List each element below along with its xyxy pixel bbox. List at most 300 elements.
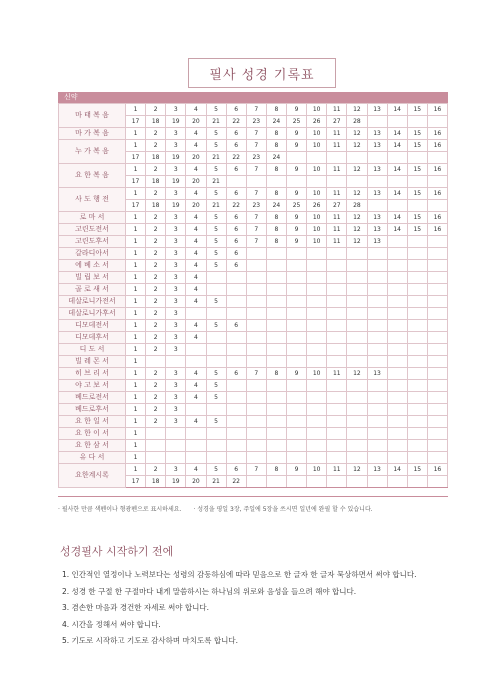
chapter-cell[interactable]: 26 [307, 200, 327, 212]
chapter-cell[interactable] [407, 320, 427, 332]
chapter-cell[interactable] [146, 356, 166, 368]
chapter-cell[interactable]: 3 [166, 332, 186, 344]
chapter-cell[interactable] [287, 440, 307, 452]
chapter-cell[interactable]: 1 [126, 380, 146, 392]
chapter-cell[interactable] [387, 320, 407, 332]
chapter-cell[interactable] [287, 428, 307, 440]
chapter-cell[interactable] [427, 272, 447, 284]
chapter-cell[interactable] [287, 152, 307, 164]
chapter-cell[interactable]: 3 [166, 320, 186, 332]
chapter-cell[interactable]: 3 [166, 224, 186, 236]
chapter-cell[interactable] [246, 332, 266, 344]
chapter-cell[interactable]: 12 [347, 164, 367, 176]
chapter-cell[interactable] [206, 356, 226, 368]
chapter-cell[interactable]: 16 [427, 140, 447, 152]
chapter-cell[interactable]: 2 [146, 224, 166, 236]
chapter-cell[interactable] [387, 284, 407, 296]
chapter-cell[interactable]: 1 [126, 224, 146, 236]
chapter-cell[interactable] [347, 176, 367, 188]
chapter-cell[interactable] [246, 320, 266, 332]
chapter-cell[interactable]: 19 [166, 116, 186, 128]
chapter-cell[interactable] [407, 236, 427, 248]
chapter-cell[interactable] [407, 440, 427, 452]
chapter-cell[interactable]: 4 [186, 188, 206, 200]
chapter-cell[interactable]: 1 [126, 296, 146, 308]
chapter-cell[interactable]: 6 [226, 248, 246, 260]
chapter-cell[interactable] [307, 320, 327, 332]
chapter-cell[interactable]: 3 [166, 236, 186, 248]
chapter-cell[interactable]: 3 [166, 380, 186, 392]
chapter-cell[interactable]: 1 [126, 416, 146, 428]
chapter-cell[interactable]: 2 [146, 416, 166, 428]
chapter-cell[interactable] [226, 380, 246, 392]
chapter-cell[interactable] [287, 284, 307, 296]
chapter-cell[interactable]: 6 [226, 464, 246, 476]
chapter-cell[interactable] [287, 248, 307, 260]
chapter-cell[interactable] [226, 416, 246, 428]
chapter-cell[interactable]: 8 [266, 188, 286, 200]
chapter-cell[interactable] [246, 176, 266, 188]
chapter-cell[interactable] [367, 356, 387, 368]
chapter-cell[interactable] [327, 260, 347, 272]
chapter-cell[interactable] [387, 332, 407, 344]
chapter-cell[interactable] [427, 200, 447, 212]
chapter-cell[interactable]: 15 [407, 464, 427, 476]
chapter-cell[interactable] [407, 476, 427, 488]
chapter-cell[interactable]: 1 [126, 272, 146, 284]
chapter-cell[interactable] [246, 296, 266, 308]
chapter-cell[interactable]: 22 [226, 152, 246, 164]
chapter-cell[interactable] [427, 452, 447, 464]
chapter-cell[interactable]: 15 [407, 224, 427, 236]
chapter-cell[interactable] [186, 452, 206, 464]
chapter-cell[interactable] [226, 296, 246, 308]
chapter-cell[interactable]: 3 [166, 392, 186, 404]
chapter-cell[interactable] [387, 248, 407, 260]
chapter-cell[interactable] [186, 308, 206, 320]
chapter-cell[interactable] [367, 452, 387, 464]
chapter-cell[interactable]: 1 [126, 332, 146, 344]
chapter-cell[interactable] [387, 296, 407, 308]
chapter-cell[interactable] [427, 344, 447, 356]
chapter-cell[interactable]: 4 [186, 368, 206, 380]
chapter-cell[interactable]: 1 [126, 428, 146, 440]
chapter-cell[interactable] [307, 152, 327, 164]
chapter-cell[interactable] [387, 200, 407, 212]
chapter-cell[interactable]: 19 [166, 476, 186, 488]
chapter-cell[interactable] [367, 380, 387, 392]
chapter-cell[interactable]: 4 [186, 104, 206, 116]
chapter-cell[interactable] [246, 284, 266, 296]
chapter-cell[interactable]: 16 [427, 212, 447, 224]
chapter-cell[interactable]: 5 [206, 188, 226, 200]
chapter-cell[interactable] [266, 392, 286, 404]
chapter-cell[interactable] [347, 356, 367, 368]
chapter-cell[interactable]: 10 [307, 212, 327, 224]
chapter-cell[interactable] [307, 260, 327, 272]
chapter-cell[interactable] [246, 308, 266, 320]
chapter-cell[interactable] [427, 152, 447, 164]
chapter-cell[interactable] [327, 272, 347, 284]
chapter-cell[interactable]: 1 [126, 368, 146, 380]
chapter-cell[interactable] [427, 260, 447, 272]
chapter-cell[interactable]: 22 [226, 476, 246, 488]
chapter-cell[interactable] [266, 248, 286, 260]
chapter-cell[interactable] [427, 428, 447, 440]
chapter-cell[interactable] [266, 176, 286, 188]
chapter-cell[interactable]: 9 [287, 188, 307, 200]
chapter-cell[interactable] [327, 440, 347, 452]
chapter-cell[interactable]: 6 [226, 164, 246, 176]
chapter-cell[interactable] [287, 380, 307, 392]
chapter-cell[interactable]: 7 [246, 368, 266, 380]
chapter-cell[interactable] [347, 152, 367, 164]
chapter-cell[interactable]: 3 [166, 104, 186, 116]
chapter-cell[interactable] [246, 356, 266, 368]
chapter-cell[interactable]: 10 [307, 224, 327, 236]
chapter-cell[interactable]: 15 [407, 128, 427, 140]
chapter-cell[interactable] [367, 392, 387, 404]
chapter-cell[interactable]: 4 [186, 212, 206, 224]
chapter-cell[interactable] [387, 116, 407, 128]
chapter-cell[interactable] [347, 320, 367, 332]
chapter-cell[interactable]: 6 [226, 140, 246, 152]
chapter-cell[interactable]: 2 [146, 128, 166, 140]
chapter-cell[interactable]: 16 [427, 188, 447, 200]
chapter-cell[interactable]: 5 [206, 128, 226, 140]
chapter-cell[interactable] [347, 404, 367, 416]
chapter-cell[interactable]: 3 [166, 272, 186, 284]
chapter-cell[interactable]: 21 [206, 116, 226, 128]
chapter-cell[interactable] [407, 356, 427, 368]
chapter-cell[interactable] [427, 404, 447, 416]
chapter-cell[interactable]: 6 [226, 236, 246, 248]
chapter-cell[interactable] [347, 476, 367, 488]
chapter-cell[interactable] [367, 308, 387, 320]
chapter-cell[interactable] [287, 392, 307, 404]
chapter-cell[interactable]: 13 [367, 236, 387, 248]
chapter-cell[interactable]: 9 [287, 368, 307, 380]
chapter-cell[interactable] [226, 344, 246, 356]
chapter-cell[interactable]: 4 [186, 260, 206, 272]
chapter-cell[interactable] [246, 440, 266, 452]
chapter-cell[interactable] [166, 356, 186, 368]
chapter-cell[interactable]: 1 [126, 212, 146, 224]
chapter-cell[interactable]: 14 [387, 212, 407, 224]
chapter-cell[interactable]: 10 [307, 236, 327, 248]
chapter-cell[interactable] [287, 260, 307, 272]
chapter-cell[interactable] [327, 416, 347, 428]
chapter-cell[interactable]: 4 [186, 248, 206, 260]
chapter-cell[interactable]: 5 [206, 248, 226, 260]
chapter-cell[interactable]: 13 [367, 464, 387, 476]
chapter-cell[interactable]: 17 [126, 152, 146, 164]
chapter-cell[interactable]: 26 [307, 116, 327, 128]
chapter-cell[interactable]: 1 [126, 440, 146, 452]
chapter-cell[interactable]: 12 [347, 368, 367, 380]
chapter-cell[interactable]: 3 [166, 260, 186, 272]
chapter-cell[interactable] [226, 428, 246, 440]
chapter-cell[interactable]: 16 [427, 464, 447, 476]
chapter-cell[interactable] [287, 416, 307, 428]
chapter-cell[interactable] [407, 152, 427, 164]
chapter-cell[interactable] [427, 308, 447, 320]
chapter-cell[interactable]: 1 [126, 284, 146, 296]
chapter-cell[interactable] [287, 332, 307, 344]
chapter-cell[interactable]: 4 [186, 320, 206, 332]
chapter-cell[interactable]: 14 [387, 164, 407, 176]
chapter-cell[interactable] [307, 440, 327, 452]
chapter-cell[interactable]: 1 [126, 140, 146, 152]
chapter-cell[interactable]: 11 [327, 212, 347, 224]
chapter-cell[interactable]: 1 [126, 248, 146, 260]
chapter-cell[interactable]: 13 [367, 104, 387, 116]
chapter-cell[interactable] [327, 320, 347, 332]
chapter-cell[interactable] [427, 356, 447, 368]
chapter-cell[interactable]: 4 [186, 236, 206, 248]
chapter-cell[interactable]: 1 [126, 320, 146, 332]
chapter-cell[interactable] [327, 176, 347, 188]
chapter-cell[interactable]: 10 [307, 140, 327, 152]
chapter-cell[interactable] [206, 332, 226, 344]
chapter-cell[interactable] [307, 452, 327, 464]
chapter-cell[interactable]: 18 [146, 176, 166, 188]
chapter-cell[interactable]: 7 [246, 104, 266, 116]
chapter-cell[interactable] [367, 320, 387, 332]
chapter-cell[interactable]: 12 [347, 212, 367, 224]
chapter-cell[interactable]: 5 [206, 212, 226, 224]
chapter-cell[interactable]: 9 [287, 236, 307, 248]
chapter-cell[interactable]: 9 [287, 104, 307, 116]
chapter-cell[interactable]: 1 [126, 164, 146, 176]
chapter-cell[interactable]: 5 [206, 464, 226, 476]
chapter-cell[interactable]: 5 [206, 380, 226, 392]
chapter-cell[interactable]: 8 [266, 224, 286, 236]
chapter-cell[interactable] [327, 428, 347, 440]
chapter-cell[interactable]: 4 [186, 392, 206, 404]
chapter-cell[interactable] [407, 368, 427, 380]
chapter-cell[interactable] [367, 296, 387, 308]
chapter-cell[interactable] [206, 404, 226, 416]
chapter-cell[interactable] [287, 296, 307, 308]
chapter-cell[interactable]: 20 [186, 476, 206, 488]
chapter-cell[interactable]: 16 [427, 128, 447, 140]
chapter-cell[interactable] [407, 428, 427, 440]
chapter-cell[interactable]: 5 [206, 368, 226, 380]
chapter-cell[interactable] [347, 296, 367, 308]
chapter-cell[interactable] [427, 440, 447, 452]
chapter-cell[interactable]: 14 [387, 140, 407, 152]
chapter-cell[interactable]: 4 [186, 164, 206, 176]
chapter-cell[interactable] [246, 380, 266, 392]
chapter-cell[interactable] [327, 296, 347, 308]
chapter-cell[interactable]: 3 [166, 296, 186, 308]
chapter-cell[interactable] [387, 176, 407, 188]
chapter-cell[interactable] [287, 320, 307, 332]
chapter-cell[interactable]: 2 [146, 212, 166, 224]
chapter-cell[interactable] [367, 416, 387, 428]
chapter-cell[interactable]: 1 [126, 344, 146, 356]
chapter-cell[interactable] [387, 416, 407, 428]
chapter-cell[interactable]: 15 [407, 140, 427, 152]
chapter-cell[interactable] [327, 248, 347, 260]
chapter-cell[interactable] [407, 332, 427, 344]
chapter-cell[interactable]: 2 [146, 320, 166, 332]
chapter-cell[interactable] [206, 272, 226, 284]
chapter-cell[interactable]: 5 [206, 236, 226, 248]
chapter-cell[interactable] [347, 428, 367, 440]
chapter-cell[interactable] [347, 344, 367, 356]
chapter-cell[interactable]: 9 [287, 140, 307, 152]
chapter-cell[interactable]: 2 [146, 344, 166, 356]
chapter-cell[interactable]: 12 [347, 188, 367, 200]
chapter-cell[interactable] [206, 308, 226, 320]
chapter-cell[interactable] [246, 260, 266, 272]
chapter-cell[interactable]: 28 [347, 200, 367, 212]
chapter-cell[interactable]: 4 [186, 380, 206, 392]
chapter-cell[interactable] [407, 116, 427, 128]
chapter-cell[interactable]: 20 [186, 176, 206, 188]
chapter-cell[interactable]: 5 [206, 320, 226, 332]
chapter-cell[interactable] [146, 428, 166, 440]
chapter-cell[interactable] [287, 356, 307, 368]
chapter-cell[interactable] [367, 440, 387, 452]
chapter-cell[interactable] [407, 308, 427, 320]
chapter-cell[interactable]: 3 [166, 140, 186, 152]
chapter-cell[interactable]: 14 [387, 224, 407, 236]
chapter-cell[interactable] [206, 452, 226, 464]
chapter-cell[interactable]: 1 [126, 308, 146, 320]
chapter-cell[interactable]: 18 [146, 476, 166, 488]
chapter-cell[interactable] [206, 344, 226, 356]
chapter-cell[interactable]: 6 [226, 224, 246, 236]
chapter-cell[interactable]: 19 [166, 176, 186, 188]
chapter-cell[interactable] [327, 284, 347, 296]
chapter-cell[interactable]: 6 [226, 212, 246, 224]
chapter-cell[interactable]: 8 [266, 128, 286, 140]
chapter-cell[interactable]: 18 [146, 200, 166, 212]
chapter-cell[interactable] [407, 392, 427, 404]
chapter-cell[interactable] [367, 260, 387, 272]
chapter-cell[interactable]: 15 [407, 212, 427, 224]
chapter-cell[interactable]: 15 [407, 164, 427, 176]
chapter-cell[interactable]: 15 [407, 188, 427, 200]
chapter-cell[interactable] [347, 308, 367, 320]
chapter-cell[interactable] [226, 392, 246, 404]
chapter-cell[interactable]: 1 [126, 356, 146, 368]
chapter-cell[interactable] [287, 476, 307, 488]
chapter-cell[interactable] [407, 452, 427, 464]
chapter-cell[interactable]: 8 [266, 464, 286, 476]
chapter-cell[interactable]: 11 [327, 224, 347, 236]
chapter-cell[interactable] [307, 248, 327, 260]
chapter-cell[interactable] [327, 392, 347, 404]
chapter-cell[interactable] [387, 260, 407, 272]
chapter-cell[interactable]: 2 [146, 284, 166, 296]
chapter-cell[interactable]: 3 [166, 416, 186, 428]
chapter-cell[interactable]: 8 [266, 212, 286, 224]
chapter-cell[interactable]: 8 [266, 104, 286, 116]
chapter-cell[interactable] [307, 476, 327, 488]
chapter-cell[interactable] [347, 260, 367, 272]
chapter-cell[interactable]: 3 [166, 164, 186, 176]
chapter-cell[interactable]: 2 [146, 296, 166, 308]
chapter-cell[interactable]: 21 [206, 176, 226, 188]
chapter-cell[interactable] [307, 344, 327, 356]
chapter-cell[interactable]: 4 [186, 332, 206, 344]
chapter-cell[interactable] [266, 356, 286, 368]
chapter-cell[interactable] [287, 272, 307, 284]
chapter-cell[interactable] [387, 404, 407, 416]
chapter-cell[interactable] [427, 296, 447, 308]
chapter-cell[interactable] [226, 452, 246, 464]
chapter-cell[interactable]: 13 [367, 128, 387, 140]
chapter-cell[interactable] [186, 440, 206, 452]
chapter-cell[interactable] [347, 248, 367, 260]
chapter-cell[interactable] [347, 452, 367, 464]
chapter-cell[interactable] [287, 344, 307, 356]
chapter-cell[interactable] [367, 476, 387, 488]
chapter-cell[interactable]: 16 [427, 224, 447, 236]
chapter-cell[interactable] [307, 176, 327, 188]
chapter-cell[interactable]: 22 [226, 200, 246, 212]
chapter-cell[interactable]: 7 [246, 128, 266, 140]
chapter-cell[interactable]: 10 [307, 104, 327, 116]
chapter-cell[interactable]: 21 [206, 152, 226, 164]
chapter-cell[interactable] [266, 404, 286, 416]
chapter-cell[interactable] [407, 296, 427, 308]
chapter-cell[interactable]: 1 [126, 188, 146, 200]
chapter-cell[interactable]: 9 [287, 164, 307, 176]
chapter-cell[interactable] [347, 380, 367, 392]
chapter-cell[interactable] [307, 356, 327, 368]
chapter-cell[interactable]: 7 [246, 212, 266, 224]
chapter-cell[interactable]: 2 [146, 260, 166, 272]
chapter-cell[interactable] [146, 440, 166, 452]
chapter-cell[interactable]: 24 [266, 116, 286, 128]
chapter-cell[interactable]: 24 [266, 152, 286, 164]
chapter-cell[interactable] [367, 248, 387, 260]
chapter-cell[interactable]: 20 [186, 116, 206, 128]
chapter-cell[interactable]: 17 [126, 200, 146, 212]
chapter-cell[interactable]: 2 [146, 392, 166, 404]
chapter-cell[interactable]: 7 [246, 236, 266, 248]
chapter-cell[interactable]: 19 [166, 152, 186, 164]
chapter-cell[interactable] [226, 356, 246, 368]
chapter-cell[interactable] [327, 452, 347, 464]
chapter-cell[interactable]: 7 [246, 140, 266, 152]
chapter-cell[interactable]: 6 [226, 188, 246, 200]
chapter-cell[interactable]: 11 [327, 188, 347, 200]
chapter-cell[interactable] [367, 284, 387, 296]
chapter-cell[interactable]: 11 [327, 164, 347, 176]
chapter-cell[interactable]: 27 [327, 200, 347, 212]
chapter-cell[interactable] [266, 476, 286, 488]
chapter-cell[interactable] [327, 308, 347, 320]
chapter-cell[interactable]: 6 [226, 368, 246, 380]
chapter-cell[interactable] [246, 344, 266, 356]
chapter-cell[interactable] [387, 356, 407, 368]
chapter-cell[interactable]: 11 [327, 104, 347, 116]
chapter-cell[interactable] [427, 248, 447, 260]
chapter-cell[interactable]: 12 [347, 128, 367, 140]
chapter-cell[interactable] [186, 344, 206, 356]
chapter-cell[interactable] [387, 272, 407, 284]
chapter-cell[interactable] [427, 476, 447, 488]
chapter-cell[interactable]: 7 [246, 188, 266, 200]
chapter-cell[interactable] [327, 152, 347, 164]
chapter-cell[interactable]: 21 [206, 200, 226, 212]
